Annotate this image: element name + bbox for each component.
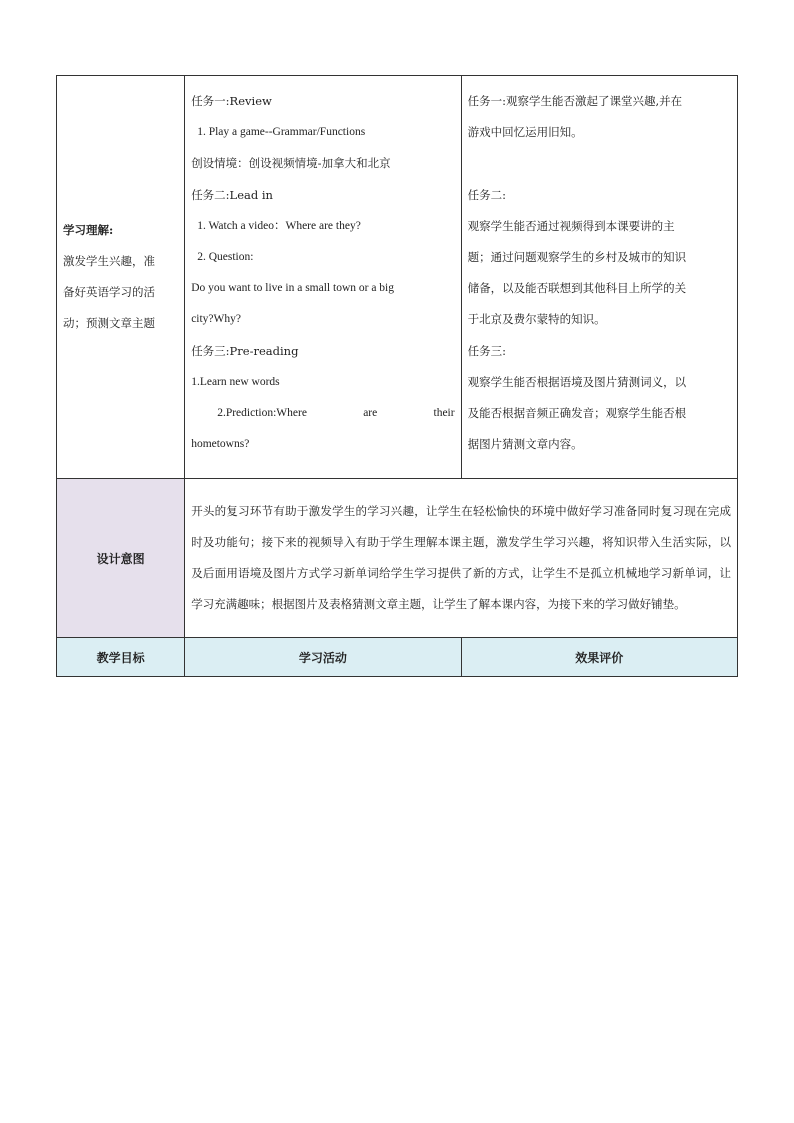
eval-line: 及能否根据音频正确发音；观察学生能否根 — [467, 405, 687, 420]
question-line: city?Why? — [191, 313, 241, 326]
goal-line: 激发学生兴趣，准 — [63, 254, 155, 268]
header-evaluation: 效果评价 — [461, 638, 737, 677]
eval-line: 任务二: — [467, 187, 506, 202]
eval-line: 题；通过问题观察学生的乡村及城市的知识 — [467, 249, 687, 264]
design-intent-text: 开头的复习环节有助于激发学生的学习兴趣，让学生在轻松愉快的环境中做好学习准备同时复习现在完成时及功能句；接下来的视频导入有助于学生理解本课主题，激发学生学习兴趣，将知识带入生活实际，以及后面用语境及图片方式学习新单词给学生学习提供了新的方式，让学生不是孤立机械地学习新单词，让学习充满趣味；根据图片及表格猜测文章主题，让学生了解本课内容，为接下来的学习做好铺垫。 — [185, 479, 738, 638]
prediction-continuation: hometowns? — [191, 438, 250, 451]
lesson-plan-table — [56, 75, 738, 677]
eval-line: 据图片猜测文章内容。 — [467, 437, 583, 452]
goal-line: 动；预测文章主题 — [63, 316, 155, 330]
eval-line: 储备，以及能否联想到其他科目上所学的关 — [467, 281, 687, 296]
eval-line: 观察学生能否通过视频得到本课要讲的主 — [467, 218, 675, 233]
scenario-line: 创设情境：创设视频情境-加拿大和北京 — [191, 156, 391, 171]
design-intent-label: 设计意图 — [57, 479, 185, 638]
goal-title: 学习理解: — [63, 223, 114, 237]
task3-item: 1.Learn new words — [191, 375, 280, 388]
task1-item: 1. Play a game--Grammar/Functions — [197, 126, 366, 139]
goal-cell — [57, 76, 185, 479]
evaluation-cell — [461, 76, 737, 479]
task2-item: 2. Question: — [197, 250, 254, 263]
task1-title: 任务一:Review — [191, 94, 272, 108]
main-row — [57, 76, 738, 479]
task2-item: 1. Watch a video：Where are they? — [197, 219, 361, 232]
question-line: Do you want to live in a small town or a big — [191, 282, 395, 295]
eval-line: 游戏中回忆运用旧知。 — [467, 125, 583, 140]
goal-line: 备好英语学习的活 — [63, 285, 155, 299]
header-goal: 教学目标 — [57, 638, 185, 677]
prediction-word: are — [363, 406, 378, 419]
prediction-word: 2.Prediction:Where — [217, 406, 307, 419]
prediction-word: their — [433, 406, 455, 419]
eval-line: 任务三: — [467, 343, 506, 358]
task3-item-prediction — [191, 398, 454, 429]
header-activity: 学习活动 — [185, 638, 461, 677]
design-intent-row — [57, 479, 738, 638]
task2-title: 任务二:Lead in — [191, 187, 273, 202]
eval-spacer — [468, 148, 731, 179]
eval-line: 于北京及费尔蒙特的知识。 — [467, 312, 606, 327]
task3-title: 任务三:Pre-reading — [191, 343, 299, 358]
eval-line: 观察学生能否根据语境及图片猜测词义，以 — [467, 374, 687, 389]
activities-cell — [185, 76, 461, 479]
header-row — [57, 638, 738, 677]
eval-line: 任务一:观察学生能否激起了课堂兴趣,并在 — [467, 94, 683, 108]
